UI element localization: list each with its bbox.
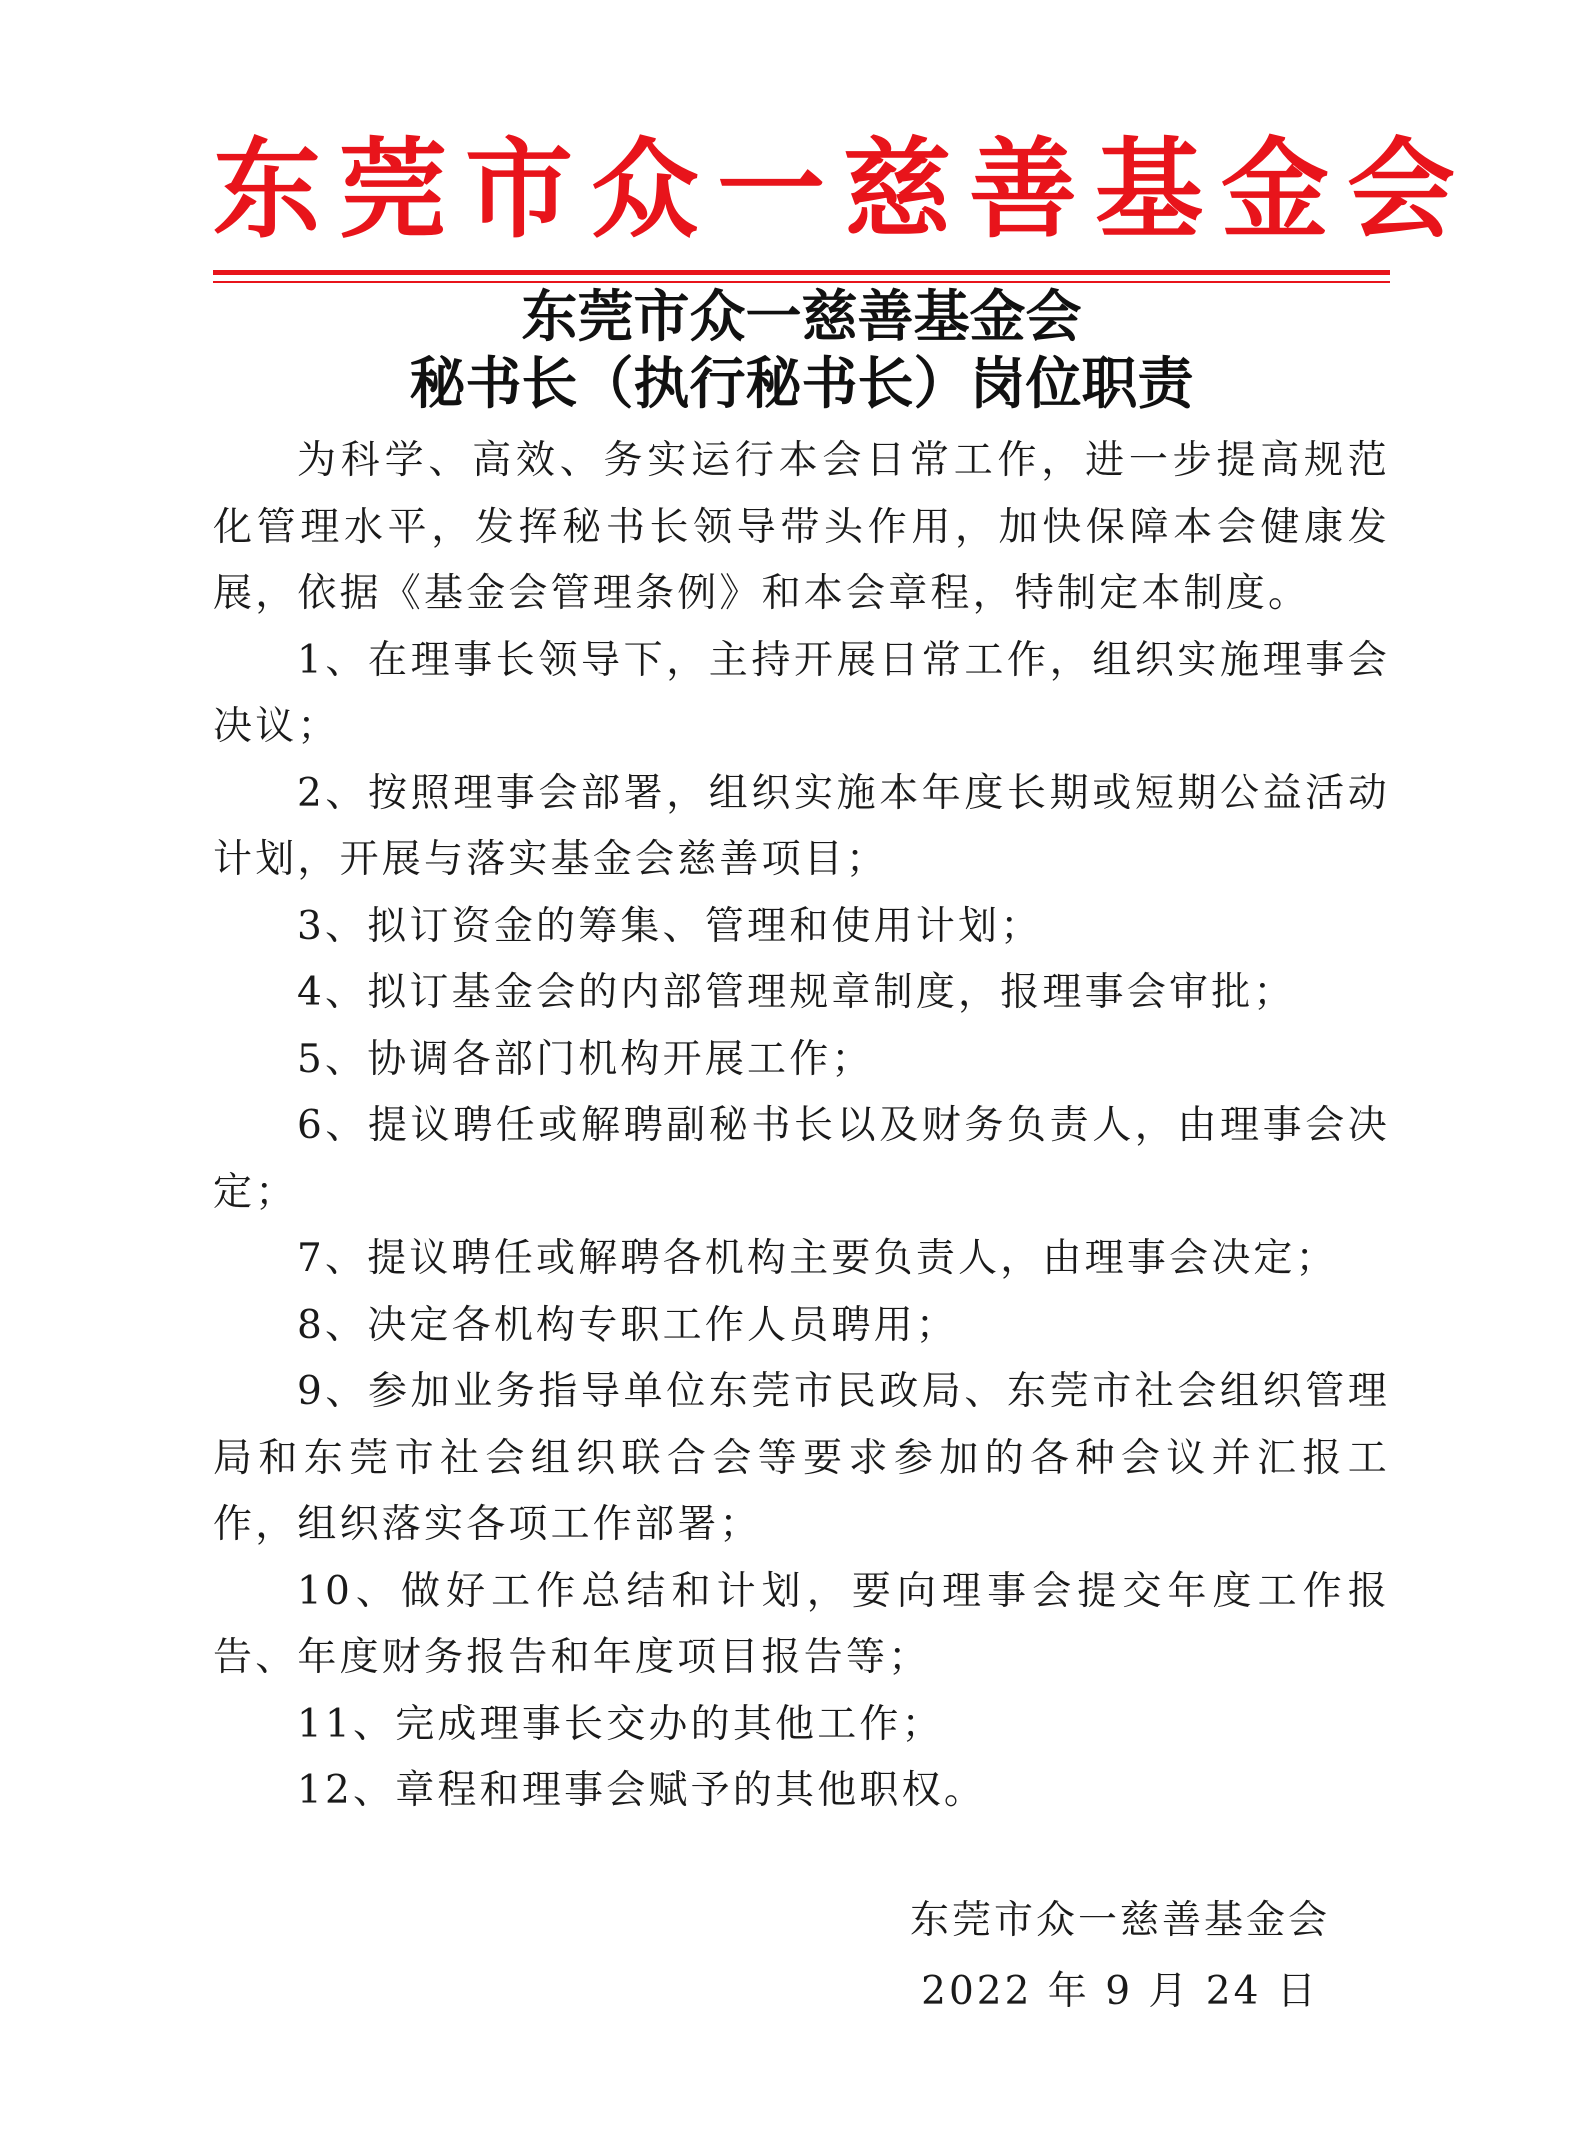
- duty-item-11: 11、完成理事长交办的其他工作；: [297, 1701, 944, 1747]
- duty-item-6: 6、提议聘任或解聘副秘书长以及财务负责人，由理事会决定；: [213, 1103, 1390, 1215]
- duty-item-8: 8、决定各机构专职工作人员聘用；: [297, 1302, 959, 1348]
- duty-item-3: 3、拟订资金的筹集、管理和使用计划；: [297, 903, 1043, 949]
- duty-item-7: 7、提议聘任或解聘各机构主要负责人，由理事会决定；: [297, 1236, 1338, 1281]
- document-title-line2: 秘书长（执行秘书长）岗位职责: [409, 351, 1194, 417]
- signature-date: 2022 年 9 月 24 日: [921, 1969, 1319, 2014]
- letterhead-rule-thick: [213, 270, 1390, 275]
- duty-item-9: 9、参加业务指导单位东莞市民政局、东莞市社会组织管理局和东莞市社会组织联合会等要求参加的各种会议并汇报工作，组织落实各项工作部署；: [213, 1369, 1390, 1547]
- document-title-line1: 东莞市众一慈善基金会: [521, 284, 1082, 350]
- letterhead-rule-thin: [213, 281, 1390, 283]
- duty-item-1: 1、在理事长领导下，主持开展日常工作，组织实施理事会决议；: [213, 637, 1390, 749]
- document-body: [213, 428, 1390, 1825]
- duty-item-10: 10、做好工作总结和计划，要向理事会提交年度工作报告、年度财务报告和年度项目报告等；: [213, 1568, 1390, 1680]
- duty-item-4: 4、拟订基金会的内部管理规章制度，报理事会审批；: [297, 970, 1296, 1015]
- signature-org-name: 东莞市众一慈善基金会: [909, 1898, 1330, 1943]
- duty-item-5: 5、协调各部门机构开展工作；: [297, 1036, 874, 1082]
- letterhead-org-name: 东莞市众一慈善基金会: [213, 127, 1474, 253]
- intro-paragraph: 为科学、高效、务实运行本会日常工作，进一步提高规范化管理水平，发挥秘书长领导带头作用，加快保障本会健康发展，依据《基金会管理条例》和本会章程，特制定本制度。: [213, 438, 1390, 616]
- duty-item-2: 2、按照理事会部署，组织实施本年度长期或短期公益活动计划，开展与落实基金会慈善项目；: [213, 770, 1390, 882]
- duty-item-12: 12、章程和理事会赋予的其他职权。: [297, 1768, 987, 1813]
